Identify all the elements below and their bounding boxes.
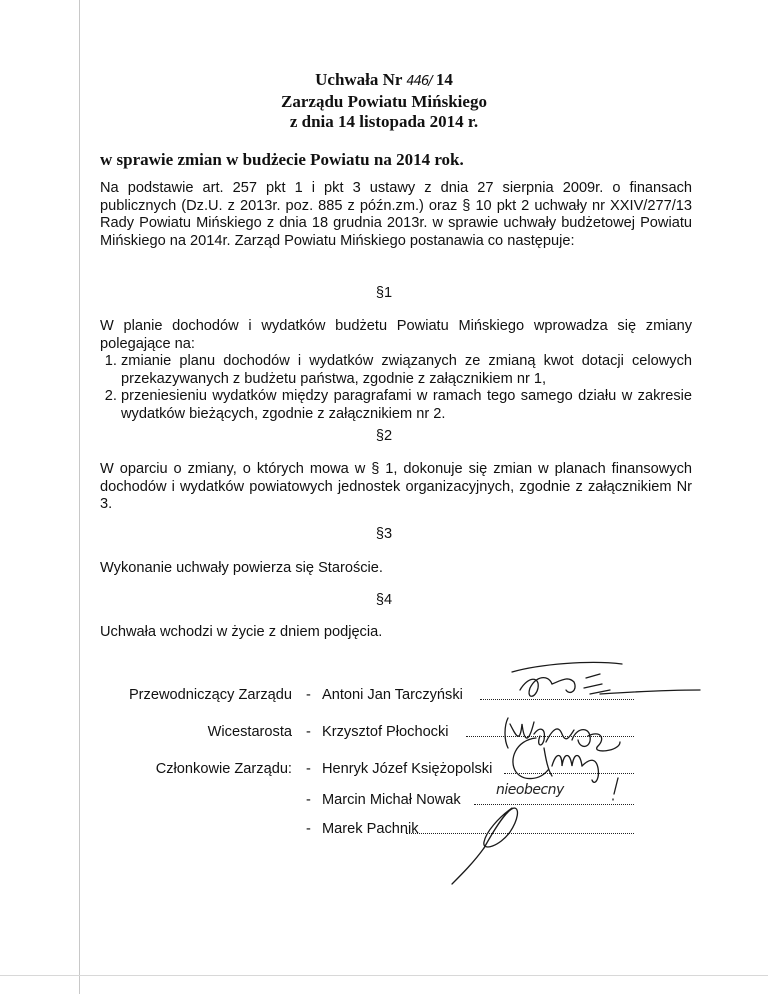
signatory-name: Krzysztof Płochocki: [322, 724, 449, 740]
signatory-role: Wicestarosta: [207, 724, 292, 740]
page-margin-line: [79, 0, 80, 994]
section-4-body: Uchwała wchodzi w życie z dniem podjęcia.: [100, 624, 383, 640]
resolution-date: z dnia 14 listopada 2014 r.: [289, 112, 479, 131]
handwritten-number: 446/: [406, 74, 432, 89]
preamble-paragraph: Na podstawie art. 257 pkt 1 i pkt 3 ustawy z dnia 27 sierpnia 2009r. o finansach publicznych (Dz.U. z 2013r. poz. 885 z późn.zm.) oraz § 10 pkt 2 uchwały nr XXIV/277/13 Rady Powiatu Mińskiego z dnia 18 grudnia 2013r. w sprawie uchwały budżetowej Powiatu Mińskiego na 2014r. Zarząd Powiatu Mińskiego postanawia co następuje:: [100, 180, 692, 249]
signatory-role: Przewodniczący Zarządu: [128, 687, 292, 703]
section-3-heading: §3: [375, 526, 393, 542]
signatory-dash: -: [306, 761, 311, 777]
signatory-row: [0, 761, 768, 779]
signatory-row: [0, 687, 768, 705]
section-1-list: [100, 353, 692, 423]
signature-line: [480, 687, 634, 700]
signatory-name: Antoni Jan Tarczyński: [322, 687, 463, 703]
signature-pachnik: [452, 808, 517, 884]
signatory-dash: -: [306, 724, 311, 740]
resolution-header: [0, 70, 768, 132]
signature-line: [504, 761, 634, 774]
section-4-heading: §4: [375, 592, 393, 608]
signatory-row: [0, 821, 768, 839]
signatory-dash: -: [306, 687, 311, 703]
section-3-body: Wykonanie uchwały powierza się Staroście.: [100, 560, 383, 576]
list-item: 1. zmianie planu dochodów i wydatków związanych ze zmianą kwot dotacji celowych przekazywanych z budżetu państwa, zgodnie z załącznikiem nr 1,: [121, 353, 692, 388]
signatory-name: Marcin Michał Nowak: [322, 792, 461, 808]
list-item: 2. przeniesieniu wydatków między paragrafami w ramach tego samego działu w zakresie wydatków bieżących, zgodnie z załącznikiem nr 2.: [121, 388, 692, 423]
page-bottom-line: [0, 975, 768, 976]
signatory-name: Marek Pachnik: [322, 821, 419, 837]
handwritten-absent-note: nieobecny: [496, 782, 564, 798]
resolution-title: [0, 70, 768, 92]
signatory-dash: -: [306, 792, 311, 808]
section-2-heading: §2: [375, 428, 393, 444]
section-1-body: [100, 318, 692, 423]
section-1-intro: W planie dochodów i wydatków budżetu Powiatu Mińskiego wprowadza się zmiany polegające na:: [100, 318, 692, 352]
signatory-dash: -: [306, 821, 311, 837]
signatory-role: Członkowie Zarządu:: [155, 761, 292, 777]
title-suffix: 14: [435, 70, 453, 89]
signatory-name: Henryk Józef Księżopolski: [322, 761, 493, 777]
issuing-body: Zarządu Powiatu Mińskiego: [281, 92, 487, 111]
title-prefix: Uchwała Nr: [315, 70, 403, 89]
section-1-heading: §1: [375, 285, 393, 301]
signature-line: [466, 724, 634, 737]
signatory-row: [0, 792, 768, 810]
signatory-row: [0, 724, 768, 742]
section-2-body: W oparciu o zmiany, o których mowa w § 1, dokonuje się zmian w planach finansowych dochodów i wydatków powiatowych jednostek organizacyjnych, zgodnie z załącznikiem Nr 3.: [100, 461, 692, 512]
resolution-subject: w sprawie zmian w budżecie Powiatu na 2014 rok.: [100, 150, 464, 169]
signature-line: [406, 821, 634, 834]
